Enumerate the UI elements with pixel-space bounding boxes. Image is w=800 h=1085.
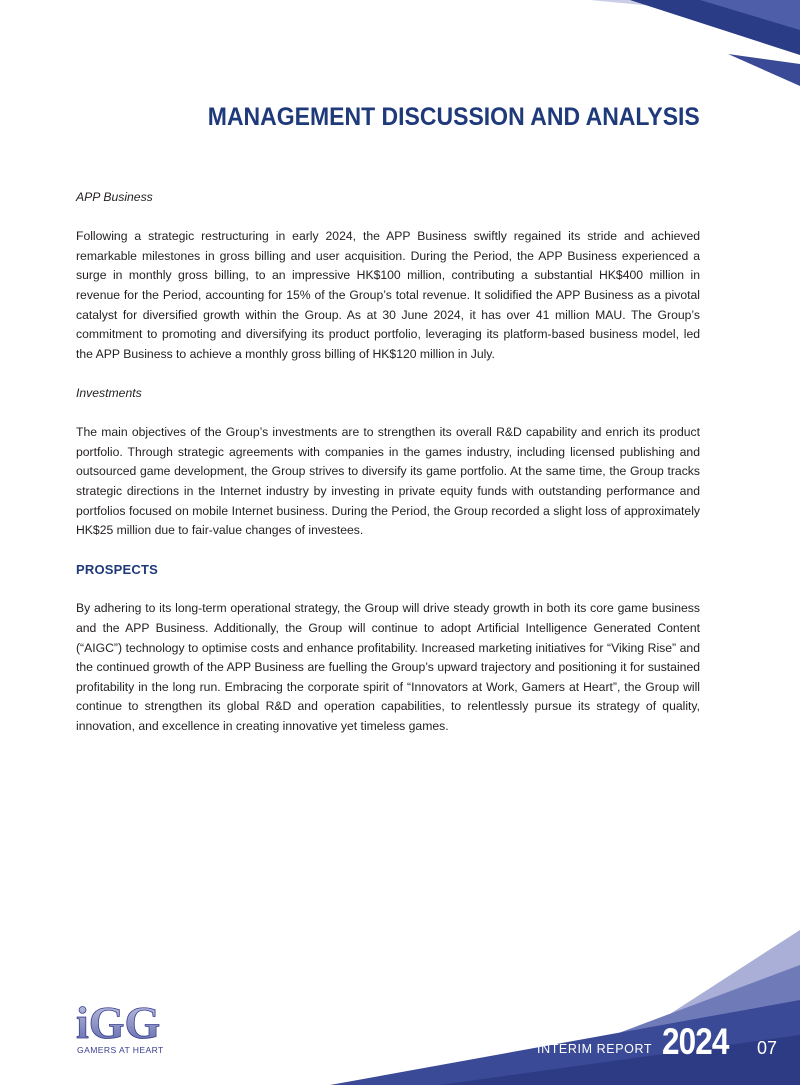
page-number: 07 <box>757 1038 778 1058</box>
main-content <box>76 188 700 737</box>
svg-text:iGG: iGG <box>76 997 161 1048</box>
report-year: 2024 <box>662 1021 729 1062</box>
app-business-paragraph: Following a strategic restructuring in early 2024, the APP Business swiftly regained its stride and achieved remarkable milestones in gross billing and user acquisition. During the Period, the APP Business experienced a surge in monthly gross billing, to an impressive HK$100 million, contributing a substantial HK$400 million in revenue for the Period, accounting for 15% of the Group’s total revenue. It solidified the APP Business as a pivotal catalyst for diversified growth within the Group. As at 30 June 2024, it has over 41 million MAU. The Group’s commitment to promoting and diversifying its product portfolio, leveraging its platform-based business model, led the APP Business to achieve a monthly gross billing of HK$120 million in July. <box>76 229 700 361</box>
logo-tagline: GAMERS AT HEART <box>77 1045 164 1055</box>
top-right-small-stripe <box>728 54 800 86</box>
page-title: MANAGEMENT DISCUSSION AND ANALYSIS <box>208 103 700 131</box>
investments-heading: Investments <box>76 385 142 400</box>
report-label: INTERIM REPORT <box>537 1042 653 1056</box>
investments-paragraph: The main objectives of the Group’s investments are to strengthen its overall R&D capability and enrich its product portfolio. Through strategic agreements with companies in the games industry, including licensed publishing and outsourced game development, the Group strives to diversify its game portfolio. At the same time, the Group tracks strategic directions in the Internet industry by investing in private equity funds with outstanding performance and portfolios focused on mobile Internet business. During the Period, the Group recorded a slight loss of approximately HK$25 million due to fair-value changes of investees. <box>76 425 700 538</box>
app-business-heading: APP Business <box>76 190 153 204</box>
prospects-paragraph: By adhering to its long-term operational strategy, the Group will drive steady growth in both its core game business and the APP Business. Additionally, the Group will continue to adopt Artificial Intelligence Generated Content (“AIGC”) technology to optimise costs and enhance profitability. Increased marketing initiatives for “Viking Rise” and the continued growth of the APP Business are fuelling the Group’s upward trajectory and positioning it for sustained profitability in the long run. Embracing the corporate spirit of “Innovators at Work, Gamers at Heart”, the Group will continue to strengthen its global R&D and operation capabilities, to relentlessly pursue its strategy of quality, innovation, and excellence in creating innovative yet timeless games. <box>76 601 700 734</box>
prospects-heading: PROSPECTS <box>76 562 158 578</box>
